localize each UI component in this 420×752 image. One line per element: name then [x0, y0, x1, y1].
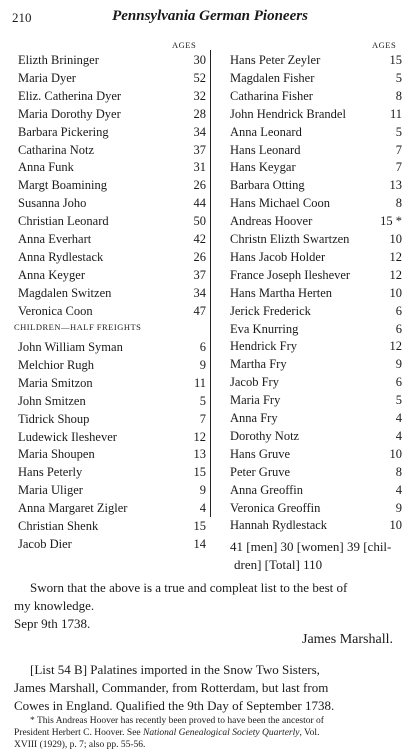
entry-age: 12: [193, 429, 206, 444]
totals-line-2: dren] [Total] 110: [234, 557, 323, 572]
entry-name: Margt Boamining: [18, 178, 108, 193]
entry-name: Anna Everhart: [18, 232, 92, 246]
entry-age: 4: [395, 428, 402, 443]
entry-name: Anna Rydlestack: [18, 249, 104, 264]
entry-name: Maria Fry: [230, 393, 281, 408]
entry-name: Peter Gruve: [230, 464, 291, 479]
list-heading-line-2: James Marshall, Commander, from Rotterdam, but last from: [14, 680, 329, 695]
list-heading-line-3: Cowes in England. Qualified the 9th Day of September 1738.: [14, 698, 335, 713]
entry-age: 10: [389, 285, 402, 300]
entry-name: John William Syman: [18, 340, 123, 354]
entry-name: Hans Keygar: [230, 160, 296, 175]
entry-age: 10: [389, 518, 402, 533]
entry-age: 50: [193, 214, 206, 229]
entry-age: 31: [193, 160, 206, 175]
entry-name: Anna Keyger: [18, 267, 85, 282]
entry-name: Christn Elizth Swartzen: [230, 232, 350, 246]
entry-name: Anna Leonard: [230, 124, 302, 139]
entry-name: Dorothy Notz: [230, 428, 300, 443]
entry-age: 12: [389, 339, 402, 354]
entry-name: Anna Greoffin: [230, 482, 304, 497]
entry-age: 11: [193, 375, 206, 390]
entry-age: 6: [395, 321, 402, 336]
entry-age: 8: [395, 464, 402, 479]
entry-name: Barbara Pickering: [18, 124, 109, 139]
entry-name: Hans Gruve: [230, 446, 291, 461]
children-heading: CHILDREN—HALF FREIGHTS: [14, 322, 142, 332]
entry-age: 42: [193, 232, 206, 246]
entry-age: 9: [395, 500, 402, 515]
entry-age: 6: [395, 303, 402, 318]
totals-line-1: 41 [men] 30 [women] 39 [chil-: [230, 539, 392, 554]
footnote-line-1: * This Andreas Hoover has recently been proved to have been the ancestor of: [30, 716, 324, 726]
entry-name: Martha Fry: [230, 357, 287, 372]
entry-name: Ludewick Ileshever: [18, 429, 117, 444]
entry-age: 26: [193, 178, 206, 193]
column-divider: [210, 50, 211, 517]
ages-column-label-left: AGES: [172, 40, 197, 50]
entry-name: Anna Funk: [18, 160, 74, 175]
entry-age: 13: [389, 178, 402, 193]
entry-name: Jerick Frederick: [230, 303, 311, 318]
entry-name: Maria Dyer: [18, 70, 76, 85]
ages-column-label-right: AGES: [372, 40, 397, 50]
entry-name: Maria Dorothy Dyer: [18, 106, 121, 121]
entry-age: 14: [193, 536, 206, 551]
entry-age: 7: [395, 160, 402, 175]
entry-name: Hans Michael Coon: [230, 196, 330, 211]
entry-name: Hans Jacob Holder: [230, 249, 326, 264]
entry-name: Melchior Rugh: [18, 357, 95, 372]
entry-age: 7: [395, 142, 402, 157]
entry-name: Hendrick Fry: [230, 339, 297, 354]
entry-age: 44: [193, 196, 206, 211]
entry-age: 52: [193, 70, 206, 85]
entry-age: 9: [199, 357, 206, 372]
entry-age: 9: [199, 483, 206, 498]
footnote-journal-title: National Genealogical Society Quarterly: [143, 728, 300, 738]
entry-name: Christian Shenk: [18, 519, 99, 533]
entry-age: 8: [395, 196, 402, 211]
entry-age: 15: [193, 465, 206, 480]
entry-age: 12: [389, 267, 402, 282]
entry-age: 8: [395, 88, 402, 103]
entry-name: Maria Smitzon: [18, 375, 93, 390]
entry-name: Anna Margaret Zigler: [18, 501, 128, 516]
entry-name: Jacob Dier: [18, 536, 72, 551]
entry-age: 13: [193, 447, 206, 462]
entry-age: 10: [389, 446, 402, 461]
entry-age: 37: [193, 267, 206, 282]
entry-age: 34: [193, 285, 206, 300]
entry-age: 10: [389, 232, 402, 246]
entry-name: Hans Peterly: [18, 465, 83, 480]
sworn-statement-line-2: my knowledge.: [14, 598, 95, 613]
entry-age: 34: [193, 124, 206, 139]
entry-name: Jacob Fry: [230, 375, 279, 390]
page-number: 210: [12, 10, 32, 25]
footnote-text: President Herbert C. Hoover. See: [14, 728, 144, 738]
entry-age: 5: [395, 393, 402, 408]
entry-age: 4: [395, 482, 402, 497]
entry-age: 5: [395, 124, 402, 139]
entry-name: France Joseph Ileshever: [230, 267, 351, 282]
entry-age: 5: [395, 70, 402, 85]
entry-age: 32: [193, 88, 206, 103]
entry-age: 15: [193, 519, 206, 533]
entry-age: 5: [199, 393, 206, 408]
entry-name: Maria Shoupen: [18, 447, 95, 462]
entry-name: Anna Fry: [230, 411, 278, 425]
entry-age: 15: [389, 53, 402, 67]
entry-name: Susanna Joho: [18, 196, 87, 211]
entry-name: Hans Leonard: [230, 142, 301, 157]
entry-age: 4: [395, 411, 402, 425]
entry-age: 11: [389, 106, 402, 121]
sworn-statement-line-1: Sworn that the above is a true and compleat list to the best of: [30, 580, 348, 595]
page-title: Pennsylvania German Pioneers: [112, 8, 308, 24]
entry-age: 15 *: [380, 214, 402, 229]
entry-name: Andreas Hoover: [230, 214, 313, 229]
entry-name: Maria Uliger: [18, 483, 83, 498]
entry-name: Eva Knurring: [230, 321, 299, 336]
entry-age: 9: [395, 357, 402, 372]
entry-name: Catharina Fisher: [230, 88, 313, 103]
date-line: Sepr 9th 1738.: [14, 616, 91, 631]
entry-name: Veronica Coon: [18, 303, 93, 318]
entry-name: John Smitzen: [18, 393, 86, 408]
entry-age: 37: [193, 142, 206, 157]
entry-name: Eliz. Catherina Dyer: [18, 88, 122, 103]
entry-name: Catharina Notz: [18, 142, 95, 157]
entry-name: John Hendrick Brandel: [230, 106, 346, 121]
entry-age: 47: [193, 303, 206, 318]
entry-name: Hans Peter Zeyler: [230, 53, 321, 67]
entry-name: Magdalen Switzen: [18, 285, 112, 300]
list-heading-line-1: [List 54 B] Palatines imported in the Snow Two Sisters,: [30, 662, 320, 677]
entry-name: Elizth Brininger: [18, 53, 99, 67]
entry-age: 6: [199, 340, 206, 354]
entry-age: 7: [199, 411, 206, 426]
footnote-text-end: , Vol.: [299, 728, 320, 738]
signature: James Marshall.: [302, 632, 393, 647]
entry-name: Veronica Greoffin: [230, 500, 321, 515]
entry-name: Tidrick Shoup: [18, 411, 90, 426]
entry-name: Magdalen Fisher: [230, 70, 315, 85]
entry-age: 6: [395, 375, 402, 390]
footnote-line-3: XVIII (1929), p. 7; also pp. 55-56.: [14, 740, 146, 750]
entry-age: 4: [199, 501, 206, 516]
entry-age: 30: [193, 53, 206, 67]
entry-name: Barbara Otting: [230, 178, 305, 193]
entry-name: Hannah Rydlestack: [230, 518, 328, 533]
entry-age: 28: [193, 106, 206, 121]
entry-name: Hans Martha Herten: [230, 285, 333, 300]
entry-age: 26: [193, 249, 206, 264]
entry-name: Christian Leonard: [18, 214, 109, 229]
entry-age: 12: [389, 249, 402, 264]
